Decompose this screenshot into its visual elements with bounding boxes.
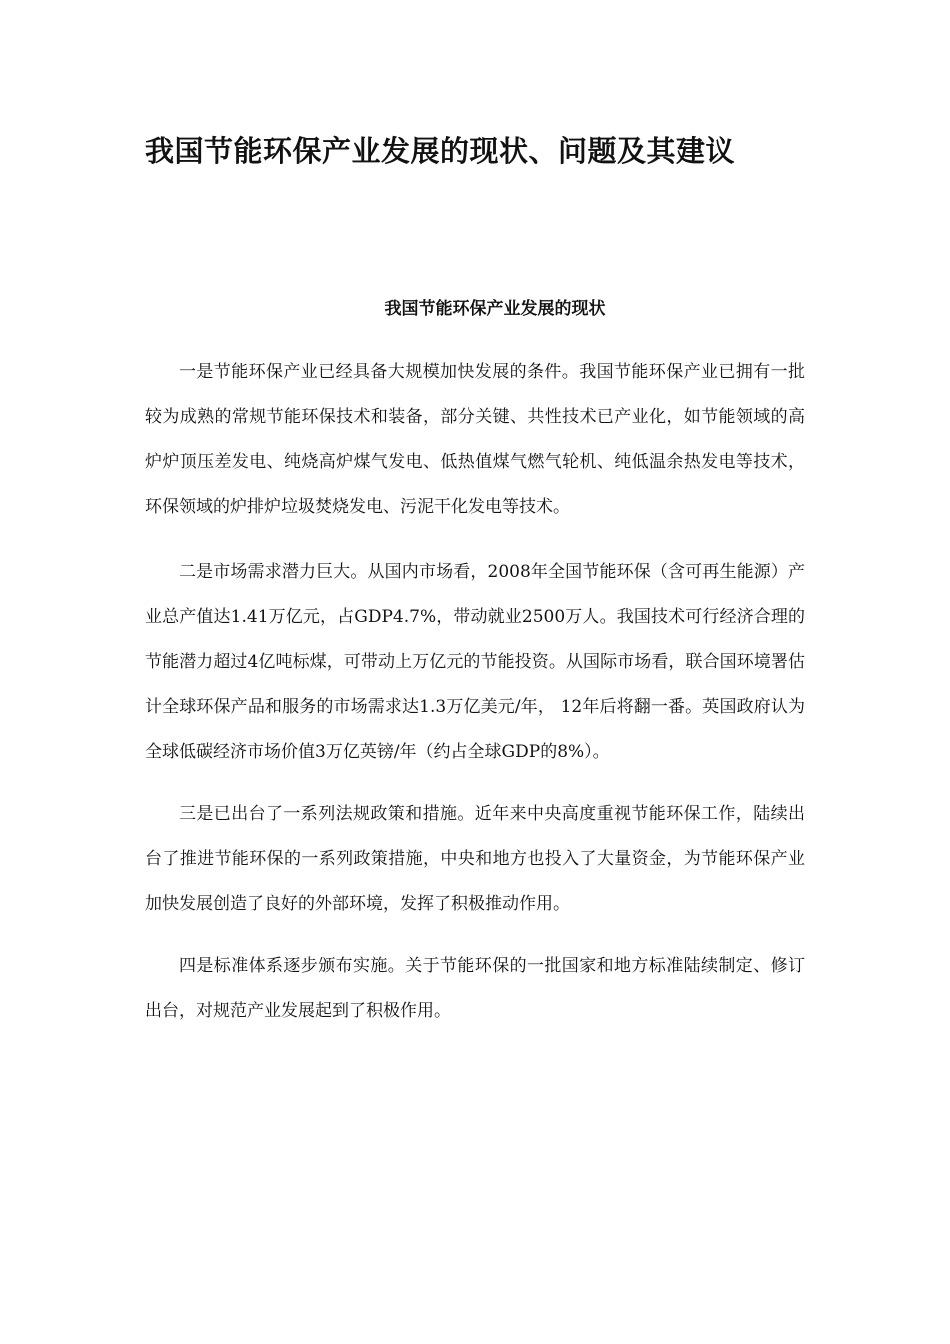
- paragraph-1: 一是节能环保产业已经具备大规模加快发展的条件。我国节能环保产业已拥有一批较为成熟的常规节能环保技术和装备，部分关键、共性技术已产业化，如节能领域的高炉炉顶压差发电、纯烧高炉煤气发电、低热值煤气燃气轮机、纯低温余热发电等技术，环保领域的炉排炉垃圾焚烧发电、污泥干化发电等技术。: [145, 362, 805, 517]
- document-title: 我国节能环保产业发展的现状、问题及其建议: [145, 134, 736, 168]
- paragraph-2: 二是市场需求潜力巨大。从国内市场看，2008年全国节能环保（含可再生能源）产业总产值达1.41万亿元，占GDP4.7%，带动就业2500万人。我国技术可行经济合理的节能潜力超过4亿吨标煤，可带动上万亿元的节能投资。从国际市场看，联合国环境署估计全球环保产品和服务的市场需求达1.3万亿美元/年， 12年后将翻一番。英国政府认为全球低碳经济市场价值3万亿英镑/年（约占全球GDP的8%）。: [145, 562, 805, 762]
- document-body: [145, 350, 805, 1054]
- paragraph-4: 四是标准体系逐步颁布实施。关于节能环保的一批国家和地方标准陆续制定、修订出台，对规范产业发展起到了积极作用。: [145, 956, 805, 1021]
- paragraph-3: 三是已出台了一系列法规政策和措施。近年来中央高度重视节能环保工作，陆续出台了推进节能环保的一系列政策措施，中央和地方也投入了大量资金，为节能环保产业加快发展创造了良好的外部环境，发挥了积极推动作用。: [145, 804, 805, 914]
- section-heading: 我国节能环保产业发展的现状: [384, 299, 606, 319]
